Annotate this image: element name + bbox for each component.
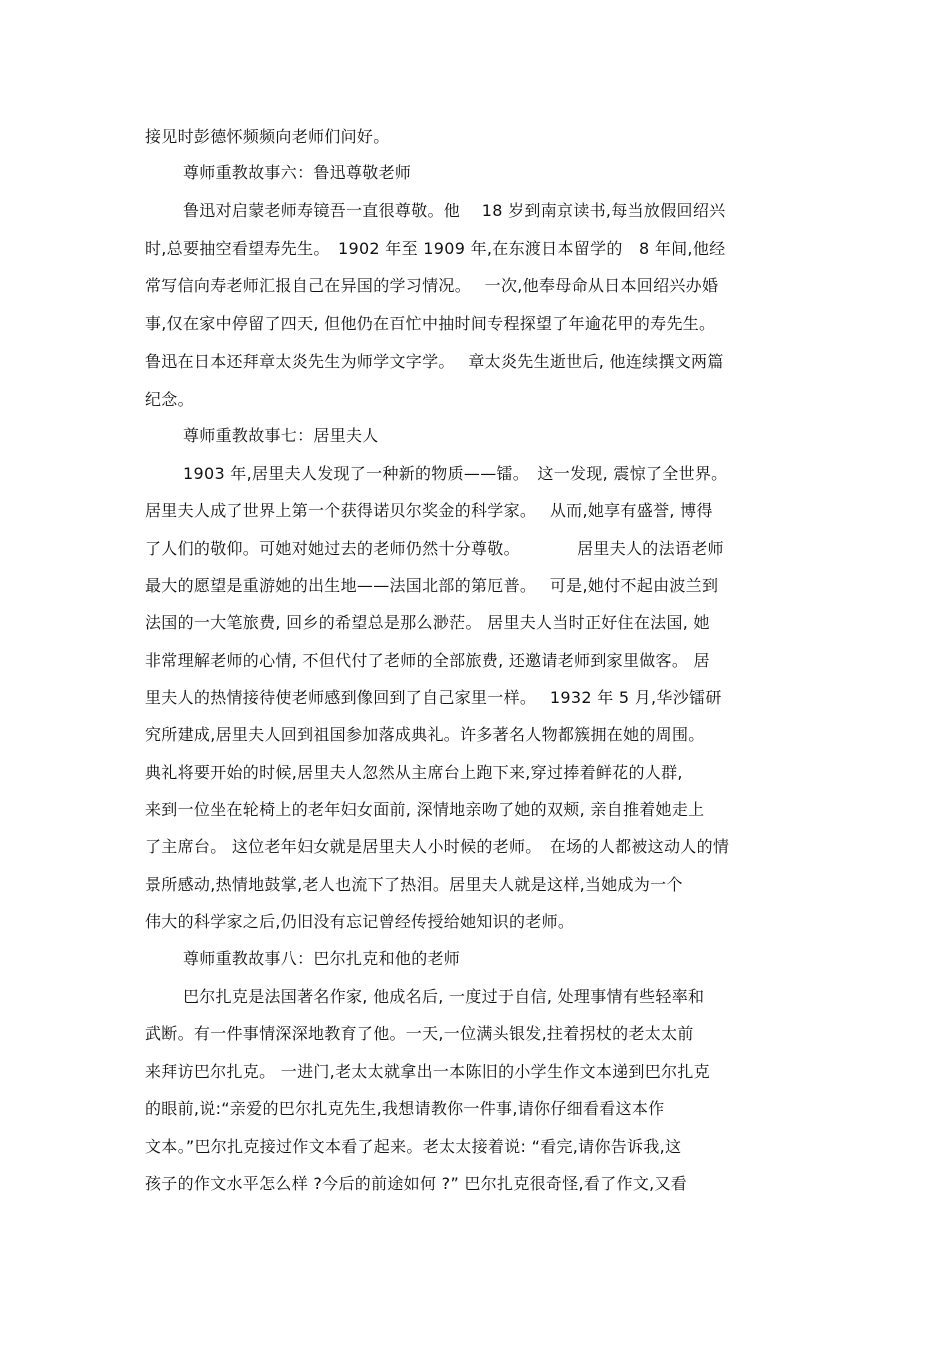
text-line: 接见时彭德怀频频向老师们问好。	[145, 127, 390, 146]
text-line: 武断。有一件事情深深地教育了他。一天,一位满头银发,拄着拐杖的老太太前	[145, 1024, 694, 1043]
text-line: 鲁迅对启蒙老师寿镜吾一直很尊敬。他 18 岁到南京读书,每当放假回绍兴	[183, 201, 726, 220]
section-heading-story-8: 尊师重教故事八：巴尔扎克和他的老师	[183, 949, 461, 968]
text-line: 巴尔扎克是法国著名作家, 他成名后, 一度过于自信, 处理事情有些轻率和	[183, 987, 705, 1006]
text-line: 的眼前,说:“亲爱的巴尔扎克先生,我想请教你一件事,请你仔细看看这本作	[145, 1099, 665, 1118]
text-line: 鲁迅在日本还拜章太炎先生为师学文字学。 章太炎先生逝世后, 他连续撰文两篇	[145, 352, 724, 371]
text-line: 伟大的科学家之后,仍旧没有忘记曾经传授给她知识的老师。	[145, 912, 575, 931]
text-line: 时,总要抽空看望寿先生。 1902 年至 1909 年,在东渡日本留学的 8 年间,他经	[145, 239, 726, 258]
text-line: 最大的愿望是重游她的出生地——法国北部的第厄普。 可是,她付不起由波兰到	[145, 576, 719, 595]
text-line: 常写信向寿老师汇报自己在异国的学习情况。 一次,他奉母命从日本回绍兴办婚	[145, 276, 719, 295]
text-line: 纪念。	[145, 390, 194, 409]
text-line: 事,仅在家中停留了四天, 但他仍在百忙中抽时间专程探望了年逾花甲的寿先生。	[145, 314, 716, 333]
text-line: 文本。”巴尔扎克接过作文本看了起来。老太太接着说: “看完,请你告诉我,这	[145, 1137, 682, 1156]
text-line: 居里夫人成了世界上第一个获得诺贝尔奖金的科学家。 从而,她享有盛誉, 博得	[145, 501, 713, 520]
text-line: 了主席台。 这位老年妇女就是居里夫人小时候的老师。 在场的人都被这动人的情	[145, 837, 730, 856]
text-line: 1903 年,居里夫人发现了一种新的物质——镭。 这一发现, 震惊了全世界。	[183, 464, 728, 483]
text-line: 里夫人的热情接待使老师感到像回到了自己家里一样。 1932 年 5 月,华沙镭研	[145, 688, 722, 707]
section-heading-story-6: 尊师重教故事六：鲁迅尊敬老师	[183, 163, 412, 182]
text-line: 了人们的敬仰。可她对她过去的老师仍然十分尊敬。 居里夫人的法语老师	[145, 539, 724, 558]
text-line: 究所建成,居里夫人回到祖国参加落成典礼。许多著名人物都簇拥在她的周围。	[145, 725, 705, 744]
text-line: 来拜访巴尔扎克。 一进门,老太太就拿出一本陈旧的小学生作文本递到巴尔扎克	[145, 1062, 710, 1081]
text-line: 孩子的作文水平怎么样 ?今后的前途如何 ?” 巴尔扎克很奇怪,看了作文,又看	[145, 1174, 688, 1193]
text-line: 法国的一大笔旅费, 回乡的希望总是那么渺茫。 居里夫人当时正好住在法国, 她	[145, 613, 710, 632]
text-line: 景所感动,热情地鼓掌,老人也流下了热泪。居里夫人就是这样,当她成为一个	[145, 875, 683, 894]
section-heading-story-7: 尊师重教故事七：居里夫人	[183, 426, 379, 445]
text-line: 来到一位坐在轮椅上的老年妇女面前, 深情地亲吻了她的双颊, 亲自推着她走上	[145, 800, 705, 819]
text-line: 非常理解老师的心情, 不但代付了老师的全部旅费, 还邀请老师到家里做客。 居	[145, 651, 710, 670]
text-line: 典礼将要开始的时候,居里夫人忽然从主席台上跑下来,穿过捧着鲜花的人群,	[145, 763, 683, 782]
